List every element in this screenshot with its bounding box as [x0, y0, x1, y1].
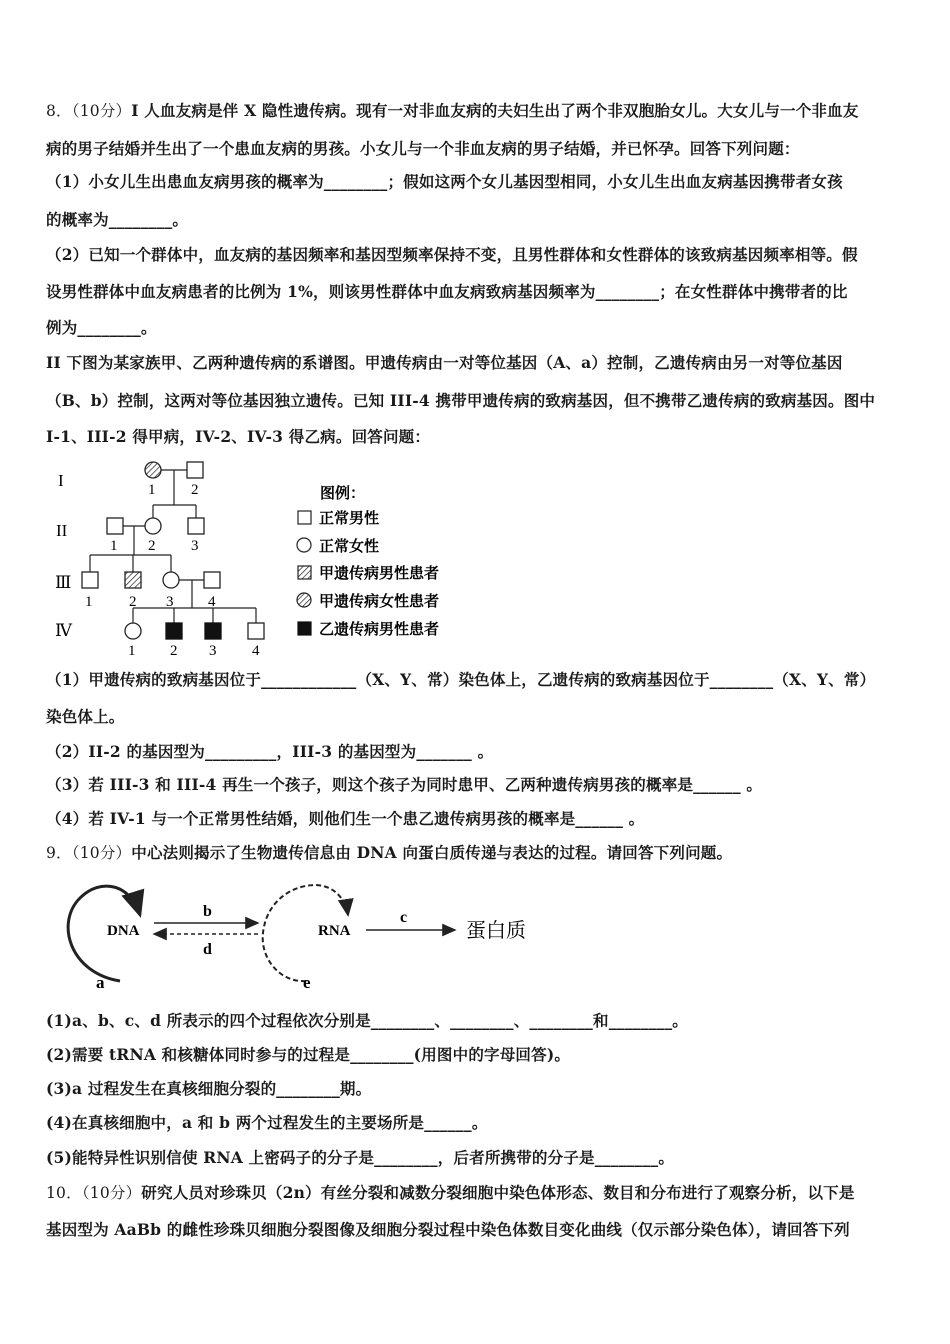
- label-rna: RNA: [318, 923, 351, 939]
- q8-line-2: 病的男子结婚并生出了一个患血友病的男孩。小女儿与一个非血友病的男子结婚，并已怀孕。回答下列问题：: [46, 139, 800, 158]
- label-d: d: [203, 941, 212, 958]
- pedigree-III-4-normal-male: [204, 572, 220, 588]
- q8-part2-q3: （3）若 III-3 和 III-4 再生一个孩子，则这个孩子为同时患甲、乙两种遗传病男孩的概率是______ 。: [46, 775, 763, 794]
- q8-line-6: 设男性群体中血友病患者的比例为 1%，则该男性群体中血友病致病基因频率为________；在女性群体中携带者的比: [46, 282, 848, 301]
- q8-line-9: （B、b）控制，这两对等位基因独立遗传。已知 III-4 携带甲遗传病的致病基因，但不携带乙遗传病的致病基因。图中: [46, 391, 876, 410]
- label-protein: 蛋白质: [466, 920, 526, 942]
- label-c: c: [400, 909, 408, 926]
- central-dogma-diagram: [50, 873, 560, 1003]
- q9-intro: 中心法则揭示了生物遗传信息由 DNA 向蛋白质传递与表达的过程。请回答下列问题。: [131, 843, 733, 862]
- gen-label-1: I: [58, 471, 64, 490]
- label-IV-1: 1: [128, 643, 136, 659]
- label-dna: DNA: [107, 923, 140, 939]
- q9-sub-1: (1)a、b、c、d 所表示的四个过程依次分别是________、________、________和________。: [46, 1011, 689, 1030]
- label-III-1: 1: [85, 594, 93, 610]
- gen-label-4: Ⅳ: [55, 621, 72, 640]
- gen-label-2: II: [56, 521, 68, 540]
- q8-line-3: （1）小女儿生出患血友病男孩的概率为________；假如这两个女儿基因型相同，小女儿生出血友病基因携带者女孩: [46, 172, 843, 191]
- label-IV-2: 2: [170, 643, 178, 659]
- q9-intro-line: [46, 843, 732, 863]
- legend-jia-male-icon: [298, 566, 311, 579]
- q9-sub-4: (4)在真核细胞中，a 和 b 两个过程发生的主要场所是______。: [46, 1113, 488, 1132]
- pedigree-III-2-affected-male: [125, 572, 141, 588]
- legend-jia-male: 甲遗传病男性患者: [319, 566, 440, 582]
- q8-line-1: [46, 101, 859, 121]
- q8-line-8: II 下图为某家族甲、乙两种遗传病的系谱图。甲遗传病由一对等位基因（A、a）控制，乙遗传病由另一对等位基因: [46, 353, 843, 372]
- label-III-2: 2: [129, 594, 137, 610]
- q8-line-10: I-1、III-2 得甲病，IV-2、IV-3 得乙病。回答问题：: [46, 427, 431, 446]
- q8-text-1: I 人血友病是伴 X 隐性遗传病。现有一对非血友病的夫妇生出了两个非双胞胎女儿。大女儿与一个非血友: [131, 101, 859, 120]
- q8-number: 8．（10分）: [46, 102, 132, 120]
- q10-number: 10．（10分）: [46, 1184, 142, 1202]
- label-II-1: 1: [110, 538, 118, 554]
- q8-part2-q1-cont: 染色体上。: [46, 707, 125, 726]
- label-II-2: 2: [148, 538, 156, 554]
- q8-part2-q4: （4）若 IV-1 与一个正常男性结婚，则他们生一个患乙遗传病男孩的概率是______ 。: [46, 809, 645, 828]
- legend-title: 图例：: [320, 486, 366, 502]
- q10-text-1: 研究人员对珍珠贝（2n）有丝分裂和减数分裂细胞中染色体形态、数目和分布进行了观察分析，以下是: [141, 1183, 855, 1202]
- legend-normal-male: 正常男性: [319, 511, 380, 527]
- q9-sub-2: (2)需要 tRNA 和核糖体同时参与的过程是________(用图中的字母回答)。: [46, 1045, 571, 1064]
- legend-yi-male: 乙遗传病男性患者: [319, 622, 440, 638]
- q9-sub-3: (3)a 过程发生在真核细胞分裂的________期。: [46, 1079, 372, 1098]
- q8-part2-q1: （1）甲遗传病的致病基因位于____________（X、Y、常）染色体上，乙遗传病的致病基因位于________（X、Y、常）: [46, 670, 876, 689]
- pedigree-IV-2-affected-male: [166, 623, 182, 639]
- legend-normal-female: 正常女性: [319, 539, 380, 555]
- pedigree-II-2-normal-female: [145, 518, 161, 534]
- label-I-2: 2: [191, 482, 199, 498]
- pedigree-IV-4-normal-male: [248, 623, 264, 639]
- label-IV-4: 4: [252, 643, 260, 659]
- pedigree-II-3-normal-male: [188, 518, 204, 534]
- pedigree-I-2-normal-male: [187, 462, 203, 478]
- pedigree-II-1-normal-male: [107, 518, 123, 534]
- q10-line-2: 基因型为 AaBb 的雌性珍珠贝细胞分裂图像及细胞分裂过程中染色体数目变化曲线（仅示部分染色体），请回答下列: [46, 1220, 850, 1239]
- label-II-3: 3: [191, 538, 199, 554]
- pedigree-I-1-affected-female: [145, 462, 161, 478]
- legend-normal-male-icon: [298, 511, 311, 524]
- legend-jia-female: 甲遗传病女性患者: [319, 594, 440, 610]
- gen-label-3: Ⅲ: [55, 573, 72, 592]
- label-III-3: 3: [166, 594, 174, 610]
- pedigree-III-1-normal-male: [82, 572, 98, 588]
- label-IV-3: 3: [209, 643, 217, 659]
- pedigree-IV-3-affected-male: [205, 623, 221, 639]
- q8-line-7: 例为________。: [46, 318, 157, 337]
- legend-jia-female-icon: [297, 593, 311, 607]
- q8-line-4: 的概率为________。: [46, 210, 189, 229]
- label-b: b: [203, 903, 212, 920]
- q8-line-5: （2）已知一个群体中，血友病的基因频率和基因型频率保持不变，且男性群体和女性群体的该致病基因频率相等。假: [46, 245, 858, 264]
- legend-yi-male-icon: [298, 622, 311, 635]
- label-III-4: 4: [208, 594, 216, 610]
- q8-part2-q2: （2）II-2 的基因型为_________，III-3 的基因型为_______ 。: [46, 742, 494, 761]
- legend-normal-female-icon: [297, 538, 311, 552]
- q9-number: 9．（10分）: [46, 844, 132, 862]
- label-I-1: 1: [148, 482, 156, 498]
- q10-line-1: [46, 1183, 855, 1203]
- pedigree-IV-1-normal-female: [125, 623, 141, 639]
- pedigree-chart: [40, 450, 480, 660]
- q9-sub-5: (5)能特异性识别信使 RNA 上密码子的分子是________，后者所携带的分子是________。: [46, 1148, 675, 1167]
- pedigree-III-3-normal-female: [163, 572, 179, 588]
- label-e: e: [303, 973, 311, 992]
- label-a: a: [96, 973, 105, 992]
